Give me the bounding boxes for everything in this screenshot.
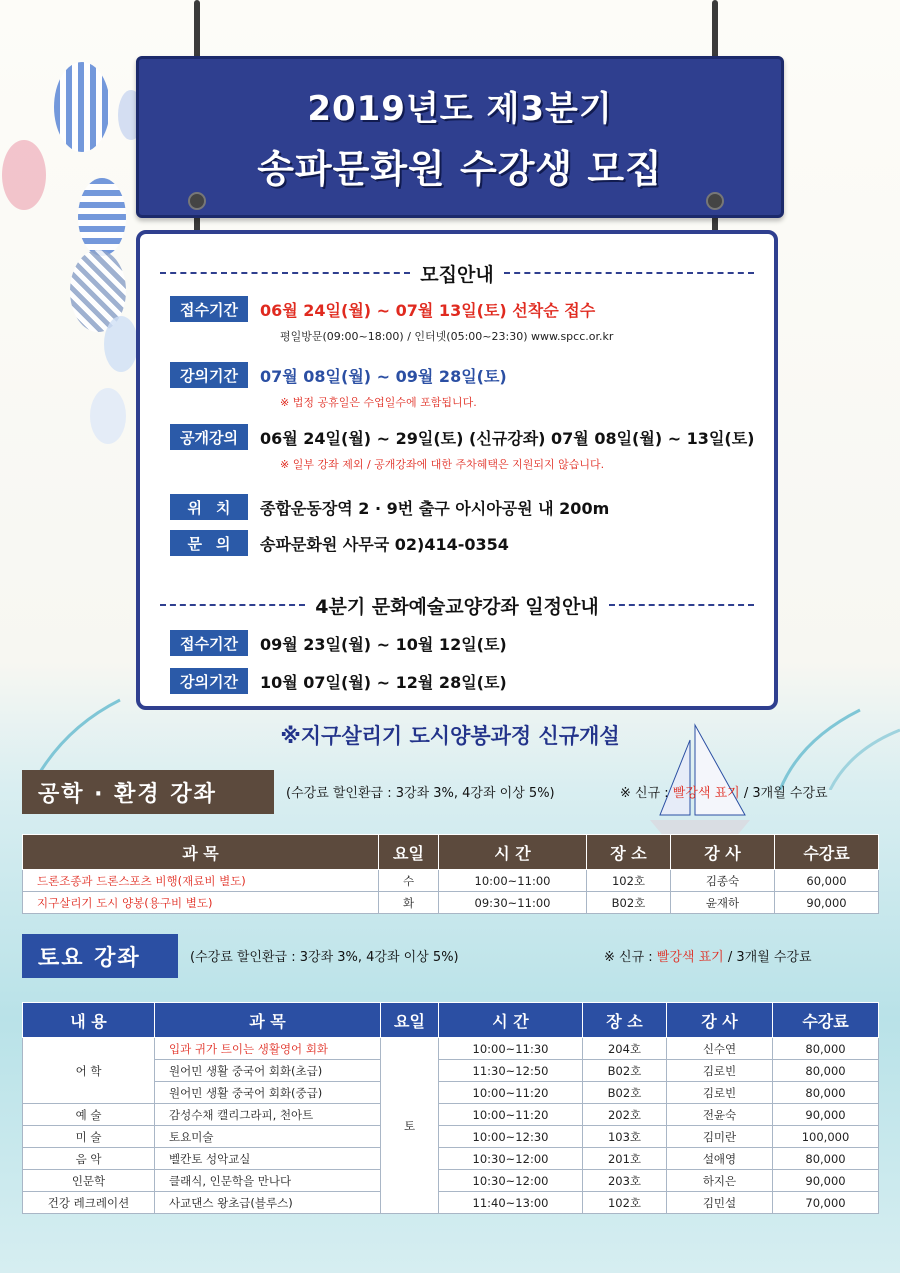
label-q4-lecture: 강의기간 — [170, 668, 248, 694]
eng-table — [22, 834, 879, 914]
table-row: 인문학 클래식, 인문학을 만나다 10:30~12:00 203호 하지은 90,000 — [23, 1170, 879, 1192]
apply-period: 06월 24일(월) ~ 07월 13일(토) 선착순 접수 — [260, 300, 596, 320]
q4-row — [170, 630, 754, 656]
sat-table — [22, 1002, 879, 1214]
eng-section-title: 공학 · 환경 강좌 — [22, 770, 274, 814]
col-place: 장 소 — [587, 835, 671, 870]
apply-note: 평일방문(09:00~18:00) / 인터넷(05:00~23:30) www.spcc.or.kr — [280, 330, 614, 343]
contact: 송파문화원 사무국 02)414-0354 — [260, 534, 509, 554]
sat-table-header — [23, 1003, 879, 1038]
col-category: 내 용 — [23, 1003, 155, 1038]
new-course-banner: ※지구살리기 도시양봉과정 신규개설 — [280, 724, 620, 748]
eng-note: ※ 신규 : 빨강색 표기 / 3개월 수강료 — [620, 786, 828, 801]
hanging-string-right — [712, 0, 718, 60]
col-time: 시 간 — [439, 835, 587, 870]
table-row: 어 학 입과 귀가 트이는 생활영어 회화 토 10:00~11:30 204호 신수연 80,000 — [23, 1038, 879, 1060]
eng-discount: (수강료 할인환급 : 3강좌 3%, 4강좌 이상 5%) — [286, 786, 555, 801]
label-location: 위치 — [170, 494, 248, 520]
recruit-row — [170, 296, 754, 322]
col-day: 요일 — [379, 835, 439, 870]
col-teacher: 강 사 — [667, 1003, 773, 1038]
table-row: 미 술 토요미술 10:00~12:30 103호 김미란 100,000 — [23, 1126, 879, 1148]
location: 종합운동장역 2 · 9번 출구 아시아공원 내 200m — [260, 498, 610, 518]
open-note: ※ 일부 강좌 제외 / 공개강좌에 대한 주차혜택은 지원되지 않습니다. — [280, 458, 605, 471]
label-apply: 접수기간 — [170, 296, 248, 322]
title-board — [136, 56, 784, 218]
q4-lecture-period: 10월 07일(월) ~ 12월 28일(토) — [260, 672, 507, 692]
sat-section-title: 토요 강좌 — [22, 934, 178, 978]
open-period: 06월 24일(월) ~ 29일(토) (신규강좌) 07월 08일(월) ~ 13일(토) — [260, 428, 755, 448]
title-line-2: 송파문화원 수강생 모집 — [257, 147, 663, 191]
table-row: 지구살리기 도시 양봉(용구비 별도) 화 09:30~11:00 B02호 윤재하 90,000 — [23, 892, 879, 914]
recruit-row — [170, 362, 754, 388]
category-art: 예 술 — [23, 1104, 155, 1126]
col-fee: 수강료 — [775, 835, 879, 870]
sat-discount: (수강료 할인환급 : 3강좌 3%, 4강좌 이상 5%) — [190, 950, 459, 965]
recruit-row — [170, 424, 754, 450]
table-row: 드론조종과 드론스포츠 비행(재료비 별도) 수 10:00~11:00 102호 김종숙 60,000 — [23, 870, 879, 892]
info-board — [136, 230, 778, 710]
category-fine-art: 미 술 — [23, 1126, 155, 1148]
category-language: 어 학 — [23, 1038, 155, 1104]
q4-heading: 4분기 문화예술교양강좌 일정안내 — [160, 592, 754, 618]
lecture-period: 07월 08일(월) ~ 09월 28일(토) — [260, 366, 507, 386]
peg-icon — [706, 192, 724, 210]
label-q4-apply: 접수기간 — [170, 630, 248, 656]
label-lecture: 강의기간 — [170, 362, 248, 388]
q4-apply-period: 09월 23일(월) ~ 10월 12일(토) — [260, 634, 507, 654]
recruit-row — [170, 494, 754, 520]
lecture-note: ※ 법정 공휴일은 수업일수에 포함됩니다. — [280, 396, 477, 409]
col-day: 요일 — [381, 1003, 439, 1038]
col-place: 장 소 — [583, 1003, 667, 1038]
label-contact: 문의 — [170, 530, 248, 556]
table-row: 원어민 생활 중국어 회화(초급) 11:30~12:50 B02호 김로빈 80,000 — [23, 1060, 879, 1082]
col-time: 시 간 — [439, 1003, 583, 1038]
table-row: 음 악 벨칸토 성악교실 10:30~12:00 201호 설애영 80,000 — [23, 1148, 879, 1170]
table-row: 원어민 생활 중국어 회화(중급) 10:00~11:20 B02호 김로빈 80,000 — [23, 1082, 879, 1104]
table-row: 예 술 감성수채 캘리그라피, 천아트 10:00~11:20 202호 전윤숙 90,000 — [23, 1104, 879, 1126]
title-line-1: 2019년도 제3분기 — [307, 89, 613, 129]
col-subject: 과 목 — [155, 1003, 381, 1038]
eng-table-header — [23, 835, 879, 870]
col-subject: 과 목 — [23, 835, 379, 870]
category-health: 건강 레크레이션 — [23, 1192, 155, 1214]
table-row: 건강 레크레이션 사교댄스 왕초급(블루스) 11:40~13:00 102호 김민설 70,000 — [23, 1192, 879, 1214]
category-music: 음 악 — [23, 1148, 155, 1170]
peg-icon — [188, 192, 206, 210]
col-teacher: 강 사 — [671, 835, 775, 870]
recruit-row — [170, 530, 754, 556]
label-open: 공개강의 — [170, 424, 248, 450]
category-humanities: 인문학 — [23, 1170, 155, 1192]
sat-day: 토 — [381, 1038, 439, 1214]
col-fee: 수강료 — [773, 1003, 879, 1038]
sat-note: ※ 신규 : 빨강색 표기 / 3개월 수강료 — [604, 950, 812, 965]
hanging-string-left — [194, 0, 200, 60]
recruit-heading: 모집안내 — [160, 260, 754, 286]
